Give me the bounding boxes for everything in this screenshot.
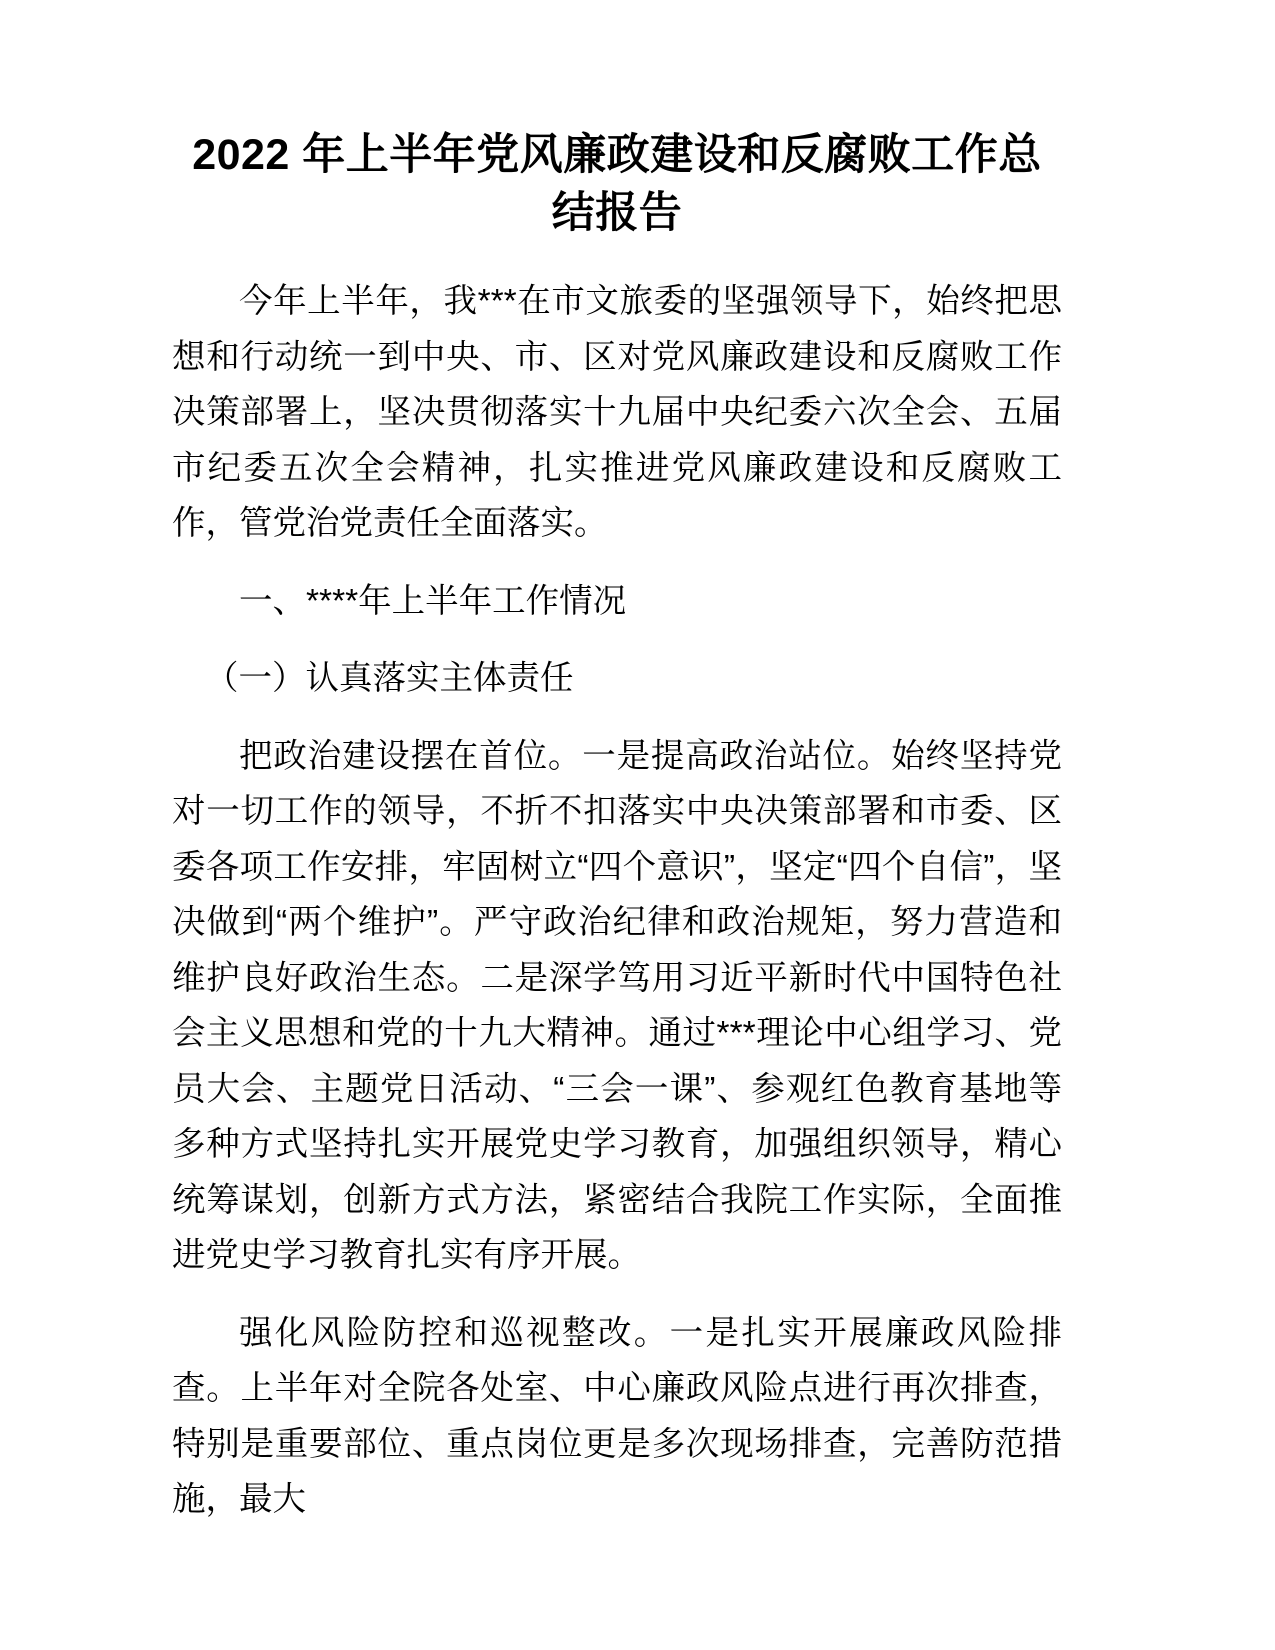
paragraph-intro: 今年上半年，我***在市文旅委的坚强领导下，始终把思想和行动统一到中央、市、区对党风廉政建设和反腐败工作决策部署上，坚决贯彻落实十九届中央纪委六次全会、五届市纪委五次全会精神，扎实推进党风廉政建设和反腐败工作，管党治党责任全面落实。 [172,283,1062,543]
heading-spacer-2 [172,707,1062,729]
document-content [172,126,1062,1528]
page-title: 2022 年上半年党风廉政建设和反腐败工作总结报告 [192,131,1042,238]
section-heading-one: 一、****年上半年工作情况 [239,582,627,620]
title-spacer [172,256,1062,274]
paragraph-political-construction: 把政治建设摆在首位。一是提高政治站位。始终坚持党对一切工作的领导，不折不扣落实中央决策部署和市委、区委各项工作安排，牢固树立“四个意识”，坚定“四个自信”，坚决做到“两个维护”。严守政治纪律和政治规矩，努力营造和维护良好政治生态。二是深学笃用习近平新时代中国特色社会主义思想和党的十九大精神。通过***理论中心组学习、党员大会、主题党日活动、“三会一课”、参观红色教育基地等多种方式坚持扎实开展党史学习教育，加强组织领导，精心统筹谋划，创新方式方法，紧密结合我院工作实际，全面推进党史学习教育扎实有序开展。 [172,737,1062,1275]
heading-spacer-1 [172,629,1062,651]
paragraph-risk-control: 强化风险防控和巡视整改。一是扎实开展廉政风险排查。上半年对全院各处室、中心廉政风险点进行再次排查，特别是重要部位、重点岗位更是多次现场排查，完善防范措施，最大 [172,1314,1062,1519]
paragraph-spacer-1 [172,552,1062,574]
subsection-heading-one: （一）认真落实主体责任 [205,660,574,698]
paragraph-spacer-2 [172,1284,1062,1306]
